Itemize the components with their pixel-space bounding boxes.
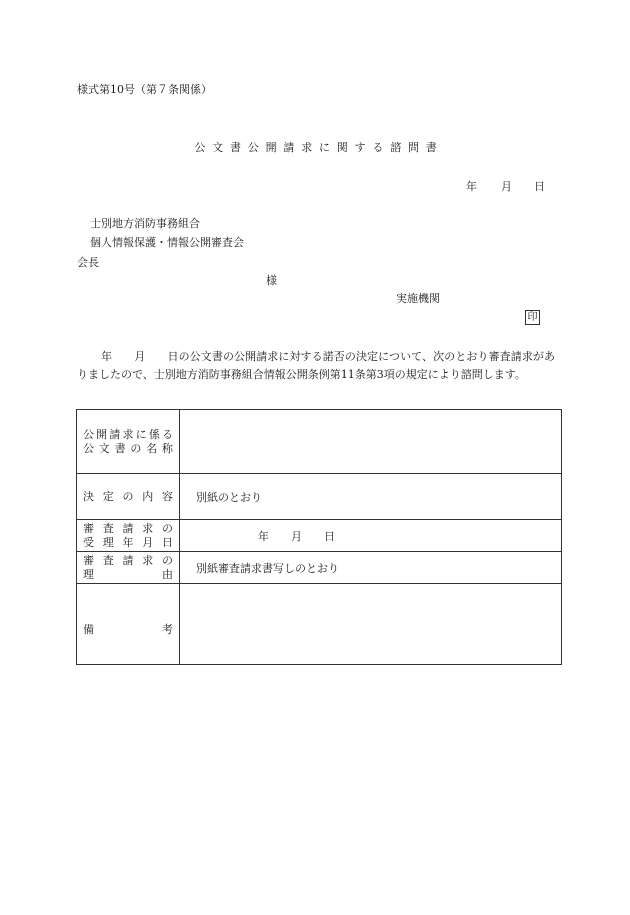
document-date [466, 181, 545, 192]
sender-label: 実施機関 [396, 292, 440, 305]
row-label-line: 受理年月日 [83, 535, 173, 549]
date-year: 年 [466, 180, 477, 193]
addressee-council: 個人情報保護・情報公開審査会 [90, 236, 244, 249]
row-label-line: 決定の内容 [83, 489, 173, 503]
row-value: 別紙審査請求書写しのとおり [180, 552, 562, 584]
row-label [77, 584, 180, 665]
document-title: 公文書公開請求に関する諮問書 [194, 141, 444, 154]
addressee-org: 士別地方消防事務組合 [90, 217, 200, 230]
row-label-line: 審査請求の [83, 521, 173, 535]
row-value: 年 月 日 [180, 520, 562, 552]
row-value [180, 410, 562, 474]
row-label-line: 公文書の名称 [83, 441, 173, 455]
row-label-line: 審査請求の [83, 553, 173, 567]
table-row [77, 520, 562, 552]
row-label [77, 474, 180, 520]
row-label-line: 公開請求に係る [83, 427, 173, 441]
table-row [77, 410, 562, 474]
consultation-table [76, 409, 562, 665]
table-row [77, 584, 562, 665]
row-value: 別紙のとおり [180, 474, 562, 520]
table-row [77, 552, 562, 584]
addressee-title: 会長 [77, 256, 99, 269]
table-row [77, 474, 562, 520]
row-value [180, 584, 562, 665]
date-day: 日 [534, 180, 545, 193]
form-number: 様式第10号（第７条関係） [77, 83, 212, 96]
addressee-honorific: 様 [266, 274, 277, 287]
body-paragraph: 年 月 日の公文書の公開請求に対する諾否の決定について、次のとおり審査請求がありましたので、士別地方消防事務組合情報公開条例第11条第3項の規定により諮問します。 [77, 350, 555, 381]
row-label-line: 理由 [83, 567, 173, 581]
row-label-line: 備考 [83, 623, 173, 636]
row-label [77, 520, 180, 552]
row-label [77, 552, 180, 584]
row-label [77, 410, 180, 474]
seal-mark: 印 [525, 310, 540, 325]
date-month: 月 [501, 180, 512, 193]
